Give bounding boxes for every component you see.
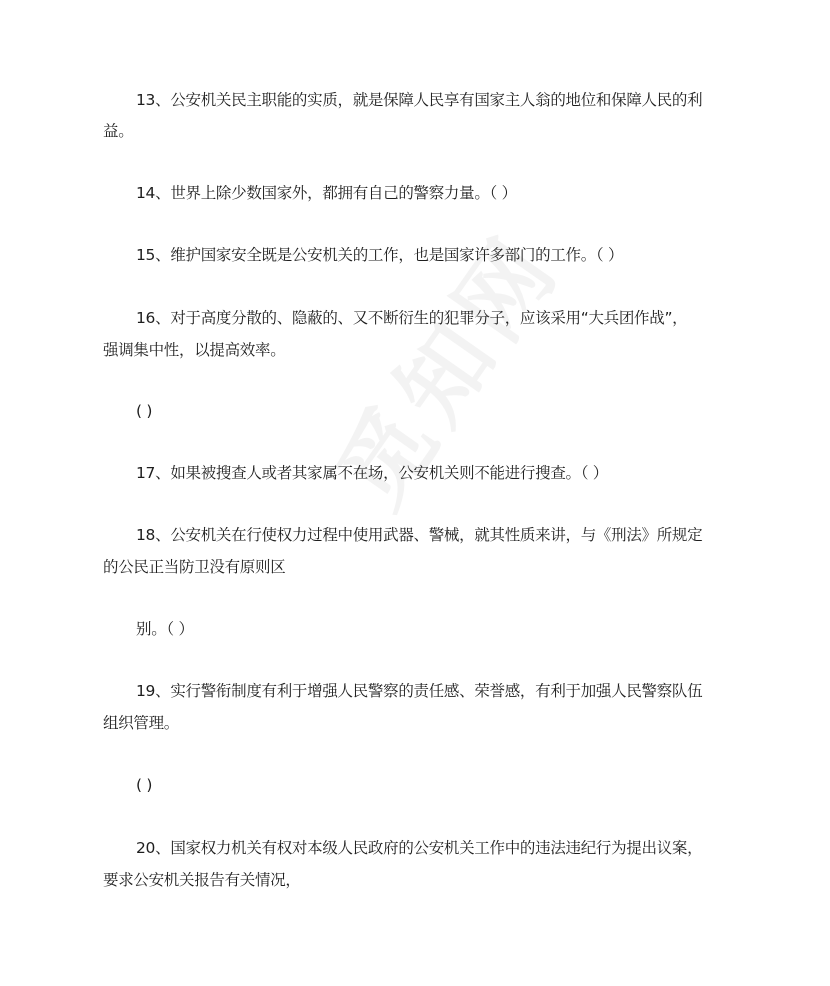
question-18-line-3: 别。（ ） — [136, 620, 194, 638]
question-17-line-1: 17、如果被搜查人或者其家属不在场，公安机关则不能进行搜查。（ ） — [136, 464, 609, 482]
question-14-line-1: 14、世界上除少数国家外，都拥有自己的警察力量。（ ） — [136, 184, 517, 202]
question-13-line-2: 益。 — [103, 122, 134, 140]
question-18-line-1: 18、公安机关在行使权力过程中使用武器、警械，就其性质来讲，与《刑法》所规定 — [136, 526, 703, 544]
question-15-line-1: 15、维护国家安全既是公安机关的工作，也是国家许多部门的工作。（ ） — [136, 246, 624, 264]
question-16-answer-blank: ( ) — [136, 402, 153, 420]
question-18-line-2: 的公民正当防卫没有原则区 — [103, 558, 286, 576]
question-16-line-2: 强调集中性，以提高效率。 — [103, 341, 286, 359]
question-16-line-1: 16、对于高度分散的、隐蔽的、又不断衍生的犯罪分子，应该采用“大兵团作战”， — [136, 309, 688, 327]
question-20-line-2: 要求公安机关报告有关情况， — [103, 871, 301, 889]
question-20-line-1: 20、国家权力机关有权对本级人民政府的公安机关工作中的违法违纪行为提出议案， — [136, 839, 703, 857]
question-19-line-1: 19、实行警衔制度有利于增强人民警察的责任感、荣誉感，有利于加强人民警察队伍 — [136, 682, 703, 700]
question-13-line-1: 13、公安机关民主职能的实质，就是保障人民享有国家主人翁的地位和保障人民的利 — [136, 91, 703, 109]
question-19-answer-blank: ( ) — [136, 776, 153, 794]
question-19-line-2: 组织管理。 — [103, 714, 180, 732]
